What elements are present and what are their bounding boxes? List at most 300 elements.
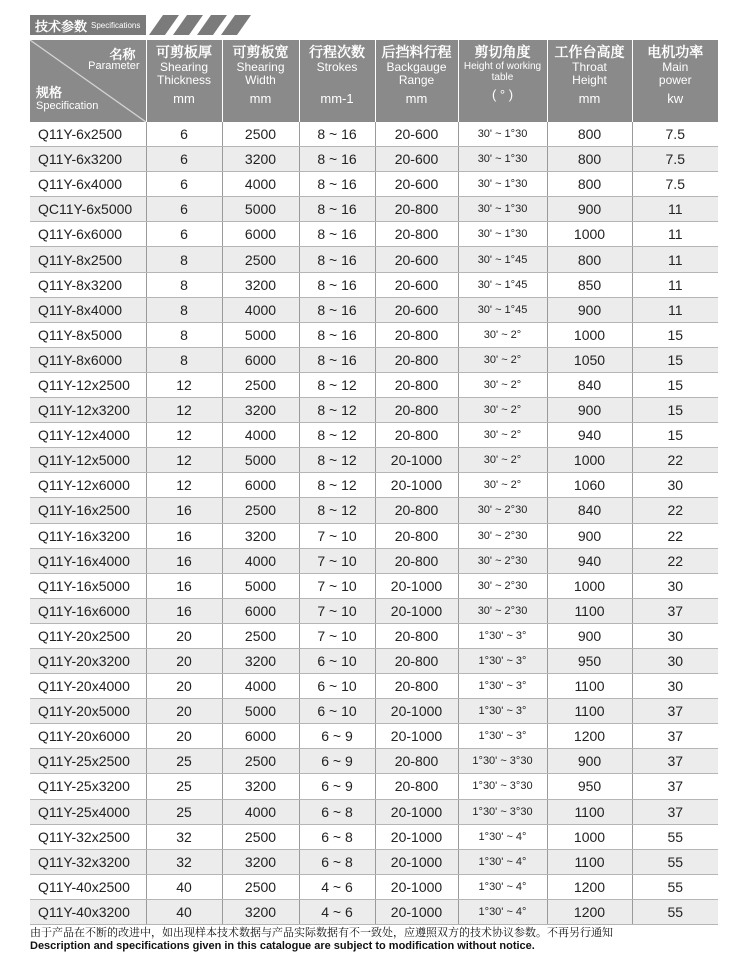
cell-model: Q11Y-6x3200	[30, 147, 146, 172]
table-row	[30, 473, 718, 498]
cell-model: Q11Y-16x2500	[30, 498, 146, 523]
cell-backgauge: 20-800	[375, 398, 458, 423]
cell-model: Q11Y-40x2500	[30, 874, 146, 899]
cell-width: 3200	[222, 398, 299, 423]
cell-angle: 30' ~ 2°	[458, 423, 547, 448]
cell-width: 4000	[222, 548, 299, 573]
cell-thickness: 8	[146, 247, 222, 272]
cell-power: 15	[632, 347, 718, 372]
cell-throat: 1000	[547, 322, 632, 347]
cell-power: 7.5	[632, 122, 718, 147]
cell-thickness: 12	[146, 448, 222, 473]
cell-model: Q11Y-20x6000	[30, 724, 146, 749]
cell-backgauge: 20-1000	[375, 473, 458, 498]
cell-thickness: 12	[146, 372, 222, 397]
specifications-table	[30, 40, 718, 925]
cell-model: Q11Y-25x3200	[30, 774, 146, 799]
cell-model: Q11Y-8x6000	[30, 347, 146, 372]
table-row	[30, 849, 718, 874]
cell-model: Q11Y-20x4000	[30, 674, 146, 699]
cell-power: 30	[632, 674, 718, 699]
header-parameter-en: Parameter	[88, 60, 140, 72]
cell-model: Q11Y-20x5000	[30, 699, 146, 724]
cell-width: 3200	[222, 849, 299, 874]
cell-power: 15	[632, 322, 718, 347]
cell-thickness: 20	[146, 674, 222, 699]
cell-power: 30	[632, 573, 718, 598]
cell-strokes: 8 ~ 16	[299, 347, 375, 372]
cell-model: Q11Y-6x2500	[30, 122, 146, 147]
cell-width: 2500	[222, 372, 299, 397]
cell-width: 4000	[222, 423, 299, 448]
cell-power: 37	[632, 774, 718, 799]
cell-strokes: 6 ~ 10	[299, 648, 375, 673]
table-row	[30, 899, 718, 924]
cell-throat: 950	[547, 774, 632, 799]
cell-backgauge: 20-800	[375, 674, 458, 699]
cell-angle: 30' ~ 2°	[458, 372, 547, 397]
header-backgauge: 后挡料行程 Backgauge Range mm	[375, 40, 458, 122]
cell-power: 22	[632, 548, 718, 573]
cell-power: 37	[632, 724, 718, 749]
cell-width: 5000	[222, 448, 299, 473]
cell-model: Q11Y-8x5000	[30, 322, 146, 347]
cell-backgauge: 20-1000	[375, 824, 458, 849]
cell-power: 22	[632, 448, 718, 473]
cell-angle: 30' ~ 2°	[458, 322, 547, 347]
cell-thickness: 32	[146, 849, 222, 874]
cell-model: Q11Y-8x2500	[30, 247, 146, 272]
cell-throat: 1000	[547, 222, 632, 247]
cell-thickness: 20	[146, 724, 222, 749]
cell-angle: 30' ~ 1°45	[458, 272, 547, 297]
table-row	[30, 674, 718, 699]
cell-strokes: 6 ~ 9	[299, 724, 375, 749]
table-row	[30, 398, 718, 423]
cell-angle: 1°30' ~ 4°	[458, 824, 547, 849]
table-row	[30, 548, 718, 573]
cell-throat: 1100	[547, 799, 632, 824]
cell-strokes: 4 ~ 6	[299, 874, 375, 899]
cell-power: 30	[632, 623, 718, 648]
cell-power: 37	[632, 799, 718, 824]
cell-throat: 840	[547, 498, 632, 523]
cell-backgauge: 20-1000	[375, 724, 458, 749]
cell-model: Q11Y-20x2500	[30, 623, 146, 648]
cell-throat: 900	[547, 749, 632, 774]
cell-model: Q11Y-16x5000	[30, 573, 146, 598]
cell-thickness: 16	[146, 498, 222, 523]
cell-power: 11	[632, 247, 718, 272]
cell-width: 3200	[222, 648, 299, 673]
section-title-zh: 技术参数	[35, 18, 88, 34]
cell-throat: 800	[547, 122, 632, 147]
cell-throat: 850	[547, 272, 632, 297]
cell-angle: 1°30' ~ 3°	[458, 623, 547, 648]
table-row	[30, 222, 718, 247]
cell-model: Q11Y-12x6000	[30, 473, 146, 498]
cell-model: Q11Y-40x3200	[30, 899, 146, 924]
cell-backgauge: 20-800	[375, 347, 458, 372]
cell-strokes: 7 ~ 10	[299, 523, 375, 548]
cell-thickness: 12	[146, 398, 222, 423]
cell-model: Q11Y-25x2500	[30, 749, 146, 774]
cell-strokes: 7 ~ 10	[299, 573, 375, 598]
cell-power: 7.5	[632, 172, 718, 197]
cell-thickness: 6	[146, 222, 222, 247]
cell-strokes: 6 ~ 10	[299, 674, 375, 699]
cell-thickness: 8	[146, 272, 222, 297]
cell-throat: 900	[547, 398, 632, 423]
cell-throat: 1000	[547, 448, 632, 473]
cell-backgauge: 20-1000	[375, 799, 458, 824]
cell-model: Q11Y-32x2500	[30, 824, 146, 849]
cell-thickness: 8	[146, 322, 222, 347]
cell-thickness: 20	[146, 699, 222, 724]
cell-power: 22	[632, 523, 718, 548]
cell-angle: 1°30' ~ 3°	[458, 648, 547, 673]
header-thickness: 可剪板厚 Shearing Thickness mm	[146, 40, 222, 122]
header-spec-zh: 规格	[36, 85, 63, 100]
cell-width: 3200	[222, 147, 299, 172]
cell-power: 37	[632, 598, 718, 623]
cell-backgauge: 20-800	[375, 523, 458, 548]
cell-throat: 1060	[547, 473, 632, 498]
cell-power: 22	[632, 498, 718, 523]
cell-angle: 30' ~ 1°30	[458, 122, 547, 147]
cell-power: 11	[632, 197, 718, 222]
cell-width: 6000	[222, 473, 299, 498]
section-title-en: Specifications	[91, 20, 141, 30]
cell-model: Q11Y-6x4000	[30, 172, 146, 197]
table-row	[30, 423, 718, 448]
cell-model: Q11Y-20x3200	[30, 648, 146, 673]
cell-thickness: 40	[146, 874, 222, 899]
header-width: 可剪板宽 Shearing Width mm	[222, 40, 299, 122]
cell-strokes: 6 ~ 8	[299, 799, 375, 824]
cell-backgauge: 20-800	[375, 623, 458, 648]
cell-power: 55	[632, 824, 718, 849]
header-corner-cell	[30, 40, 146, 122]
section-title-bar	[30, 15, 244, 35]
cell-power: 55	[632, 874, 718, 899]
cell-model: Q11Y-8x3200	[30, 272, 146, 297]
table-row	[30, 322, 718, 347]
cell-power: 55	[632, 849, 718, 874]
cell-throat: 950	[547, 648, 632, 673]
decorative-stripes	[148, 15, 244, 35]
cell-thickness: 16	[146, 598, 222, 623]
cell-strokes: 6 ~ 9	[299, 774, 375, 799]
cell-angle: 1°30' ~ 4°	[458, 849, 547, 874]
table-row	[30, 122, 718, 147]
cell-power: 15	[632, 423, 718, 448]
cell-thickness: 6	[146, 147, 222, 172]
cell-power: 37	[632, 699, 718, 724]
cell-angle: 30' ~ 2°30	[458, 523, 547, 548]
header-parameter-zh: 名称	[109, 47, 136, 62]
cell-throat: 1100	[547, 598, 632, 623]
cell-angle: 30' ~ 1°45	[458, 247, 547, 272]
table-row	[30, 774, 718, 799]
cell-model: Q11Y-12x4000	[30, 423, 146, 448]
table-row	[30, 799, 718, 824]
cell-backgauge: 20-1000	[375, 699, 458, 724]
cell-width: 5000	[222, 197, 299, 222]
cell-backgauge: 20-800	[375, 322, 458, 347]
cell-backgauge: 20-800	[375, 498, 458, 523]
cell-throat: 1100	[547, 699, 632, 724]
cell-strokes: 4 ~ 6	[299, 899, 375, 924]
cell-thickness: 16	[146, 523, 222, 548]
cell-thickness: 40	[146, 899, 222, 924]
cell-strokes: 8 ~ 16	[299, 247, 375, 272]
cell-thickness: 6	[146, 122, 222, 147]
table-row	[30, 724, 718, 749]
cell-model: Q11Y-8x4000	[30, 297, 146, 322]
cell-throat: 940	[547, 423, 632, 448]
cell-throat: 800	[547, 247, 632, 272]
cell-power: 7.5	[632, 147, 718, 172]
cell-model: Q11Y-25x4000	[30, 799, 146, 824]
cell-angle: 1°30' ~ 4°	[458, 874, 547, 899]
cell-throat: 1100	[547, 849, 632, 874]
cell-backgauge: 20-1000	[375, 849, 458, 874]
cell-width: 2500	[222, 874, 299, 899]
cell-thickness: 12	[146, 423, 222, 448]
header-throat: 工作台高度 Throat Height mm	[547, 40, 632, 122]
table-row	[30, 297, 718, 322]
cell-throat: 800	[547, 172, 632, 197]
cell-strokes: 8 ~ 12	[299, 473, 375, 498]
cell-width: 5000	[222, 699, 299, 724]
cell-backgauge: 20-600	[375, 147, 458, 172]
table-row	[30, 272, 718, 297]
cell-backgauge: 20-600	[375, 247, 458, 272]
cell-power: 11	[632, 272, 718, 297]
cell-strokes: 6 ~ 10	[299, 699, 375, 724]
table-row	[30, 623, 718, 648]
cell-strokes: 8 ~ 16	[299, 322, 375, 347]
cell-power: 37	[632, 749, 718, 774]
cell-thickness: 32	[146, 824, 222, 849]
cell-angle: 30' ~ 1°30	[458, 147, 547, 172]
cell-thickness: 25	[146, 749, 222, 774]
cell-throat: 900	[547, 297, 632, 322]
table-row	[30, 598, 718, 623]
table-row	[30, 648, 718, 673]
cell-backgauge: 20-800	[375, 197, 458, 222]
cell-width: 2500	[222, 749, 299, 774]
cell-backgauge: 20-1000	[375, 874, 458, 899]
cell-angle: 30' ~ 1°30	[458, 197, 547, 222]
cell-angle: 1°30' ~ 4°	[458, 899, 547, 924]
header-power: 电机功率 Main power kw	[632, 40, 718, 122]
cell-backgauge: 20-1000	[375, 598, 458, 623]
cell-strokes: 6 ~ 9	[299, 749, 375, 774]
cell-throat: 1050	[547, 347, 632, 372]
cell-throat: 1200	[547, 724, 632, 749]
cell-angle: 30' ~ 2°30	[458, 548, 547, 573]
cell-throat: 1200	[547, 899, 632, 924]
cell-backgauge: 20-600	[375, 297, 458, 322]
cell-throat: 1100	[547, 674, 632, 699]
table-row	[30, 874, 718, 899]
cell-strokes: 8 ~ 16	[299, 272, 375, 297]
cell-backgauge: 20-600	[375, 272, 458, 297]
cell-backgauge: 20-1000	[375, 448, 458, 473]
cell-strokes: 6 ~ 8	[299, 824, 375, 849]
cell-model: Q11Y-12x5000	[30, 448, 146, 473]
cell-strokes: 7 ~ 10	[299, 548, 375, 573]
cell-backgauge: 20-1000	[375, 573, 458, 598]
table-row	[30, 573, 718, 598]
table-row	[30, 247, 718, 272]
cell-angle: 30' ~ 1°45	[458, 297, 547, 322]
cell-thickness: 16	[146, 548, 222, 573]
header-angle: 剪切角度 Height of working table ( ° )	[458, 40, 547, 122]
cell-backgauge: 20-800	[375, 222, 458, 247]
table-row	[30, 824, 718, 849]
cell-model: Q11Y-6x6000	[30, 222, 146, 247]
footnote	[30, 927, 613, 953]
cell-thickness: 25	[146, 774, 222, 799]
cell-angle: 30' ~ 2°30	[458, 573, 547, 598]
cell-model: Q11Y-12x3200	[30, 398, 146, 423]
cell-width: 6000	[222, 724, 299, 749]
cell-strokes: 8 ~ 12	[299, 398, 375, 423]
table-header-row	[30, 40, 718, 122]
cell-power: 30	[632, 473, 718, 498]
table-row	[30, 147, 718, 172]
cell-width: 3200	[222, 899, 299, 924]
cell-strokes: 7 ~ 10	[299, 623, 375, 648]
table-row	[30, 523, 718, 548]
cell-width: 2500	[222, 247, 299, 272]
cell-thickness: 20	[146, 623, 222, 648]
cell-strokes: 8 ~ 16	[299, 147, 375, 172]
cell-angle: 1°30' ~ 3°30	[458, 774, 547, 799]
cell-backgauge: 20-800	[375, 548, 458, 573]
cell-angle: 30' ~ 2°	[458, 398, 547, 423]
cell-backgauge: 20-1000	[375, 899, 458, 924]
header-spec-en: Specification	[36, 100, 99, 112]
table-row	[30, 749, 718, 774]
cell-backgauge: 20-800	[375, 774, 458, 799]
cell-thickness: 20	[146, 648, 222, 673]
cell-width: 2500	[222, 623, 299, 648]
cell-throat: 900	[547, 197, 632, 222]
cell-model: Q11Y-16x4000	[30, 548, 146, 573]
cell-strokes: 8 ~ 16	[299, 297, 375, 322]
cell-throat: 900	[547, 623, 632, 648]
cell-angle: 30' ~ 2°	[458, 347, 547, 372]
cell-model: QC11Y-6x5000	[30, 197, 146, 222]
cell-strokes: 8 ~ 12	[299, 498, 375, 523]
cell-thickness: 16	[146, 573, 222, 598]
cell-angle: 1°30' ~ 3°30	[458, 749, 547, 774]
cell-model: Q11Y-16x3200	[30, 523, 146, 548]
cell-thickness: 25	[146, 799, 222, 824]
cell-width: 5000	[222, 322, 299, 347]
table-row	[30, 498, 718, 523]
cell-power: 11	[632, 222, 718, 247]
cell-width: 2500	[222, 824, 299, 849]
cell-strokes: 8 ~ 16	[299, 172, 375, 197]
cell-backgauge: 20-800	[375, 423, 458, 448]
cell-width: 2500	[222, 122, 299, 147]
section-title	[30, 15, 146, 35]
cell-backgauge: 20-600	[375, 122, 458, 147]
cell-width: 3200	[222, 523, 299, 548]
cell-width: 4000	[222, 172, 299, 197]
cell-angle: 1°30' ~ 3°30	[458, 799, 547, 824]
cell-throat: 800	[547, 147, 632, 172]
cell-angle: 30' ~ 2°30	[458, 498, 547, 523]
cell-backgauge: 20-600	[375, 172, 458, 197]
cell-throat: 1200	[547, 874, 632, 899]
cell-model: Q11Y-12x2500	[30, 372, 146, 397]
cell-angle: 30' ~ 2°	[458, 473, 547, 498]
cell-width: 6000	[222, 222, 299, 247]
cell-power: 55	[632, 899, 718, 924]
cell-throat: 1000	[547, 824, 632, 849]
cell-throat: 1000	[547, 573, 632, 598]
cell-width: 4000	[222, 297, 299, 322]
cell-angle: 30' ~ 2°	[458, 448, 547, 473]
cell-strokes: 8 ~ 12	[299, 448, 375, 473]
cell-model: Q11Y-16x6000	[30, 598, 146, 623]
cell-strokes: 7 ~ 10	[299, 598, 375, 623]
cell-strokes: 8 ~ 16	[299, 122, 375, 147]
table-row	[30, 347, 718, 372]
cell-width: 2500	[222, 498, 299, 523]
cell-thickness: 8	[146, 347, 222, 372]
cell-width: 4000	[222, 674, 299, 699]
cell-power: 30	[632, 648, 718, 673]
header-strokes: 行程次数 Strokes mm-1	[299, 40, 375, 122]
cell-width: 5000	[222, 573, 299, 598]
cell-angle: 30' ~ 1°30	[458, 222, 547, 247]
table-row	[30, 172, 718, 197]
cell-strokes: 8 ~ 16	[299, 197, 375, 222]
cell-power: 15	[632, 372, 718, 397]
table-row	[30, 372, 718, 397]
cell-width: 6000	[222, 598, 299, 623]
table-body	[30, 122, 718, 925]
cell-angle: 1°30' ~ 3°	[458, 674, 547, 699]
cell-model: Q11Y-32x3200	[30, 849, 146, 874]
cell-strokes: 6 ~ 8	[299, 849, 375, 874]
table-row	[30, 448, 718, 473]
cell-thickness: 12	[146, 473, 222, 498]
cell-backgauge: 20-800	[375, 749, 458, 774]
cell-strokes: 8 ~ 12	[299, 423, 375, 448]
cell-angle: 30' ~ 2°30	[458, 598, 547, 623]
cell-throat: 840	[547, 372, 632, 397]
cell-strokes: 8 ~ 16	[299, 222, 375, 247]
cell-width: 6000	[222, 347, 299, 372]
footnote-en: Description and specifications given in this catalogue are subject to modification without notice.	[30, 940, 535, 952]
table-row	[30, 699, 718, 724]
footnote-zh: 由于产品在不断的改进中，如出现样本技术数据与产品实际数据有不一致处，应遵照双方的技术协议参数。不再另行通知	[30, 927, 613, 939]
cell-power: 15	[632, 398, 718, 423]
cell-thickness: 6	[146, 197, 222, 222]
cell-throat: 940	[547, 548, 632, 573]
cell-strokes: 8 ~ 12	[299, 372, 375, 397]
table-row	[30, 197, 718, 222]
cell-width: 3200	[222, 774, 299, 799]
